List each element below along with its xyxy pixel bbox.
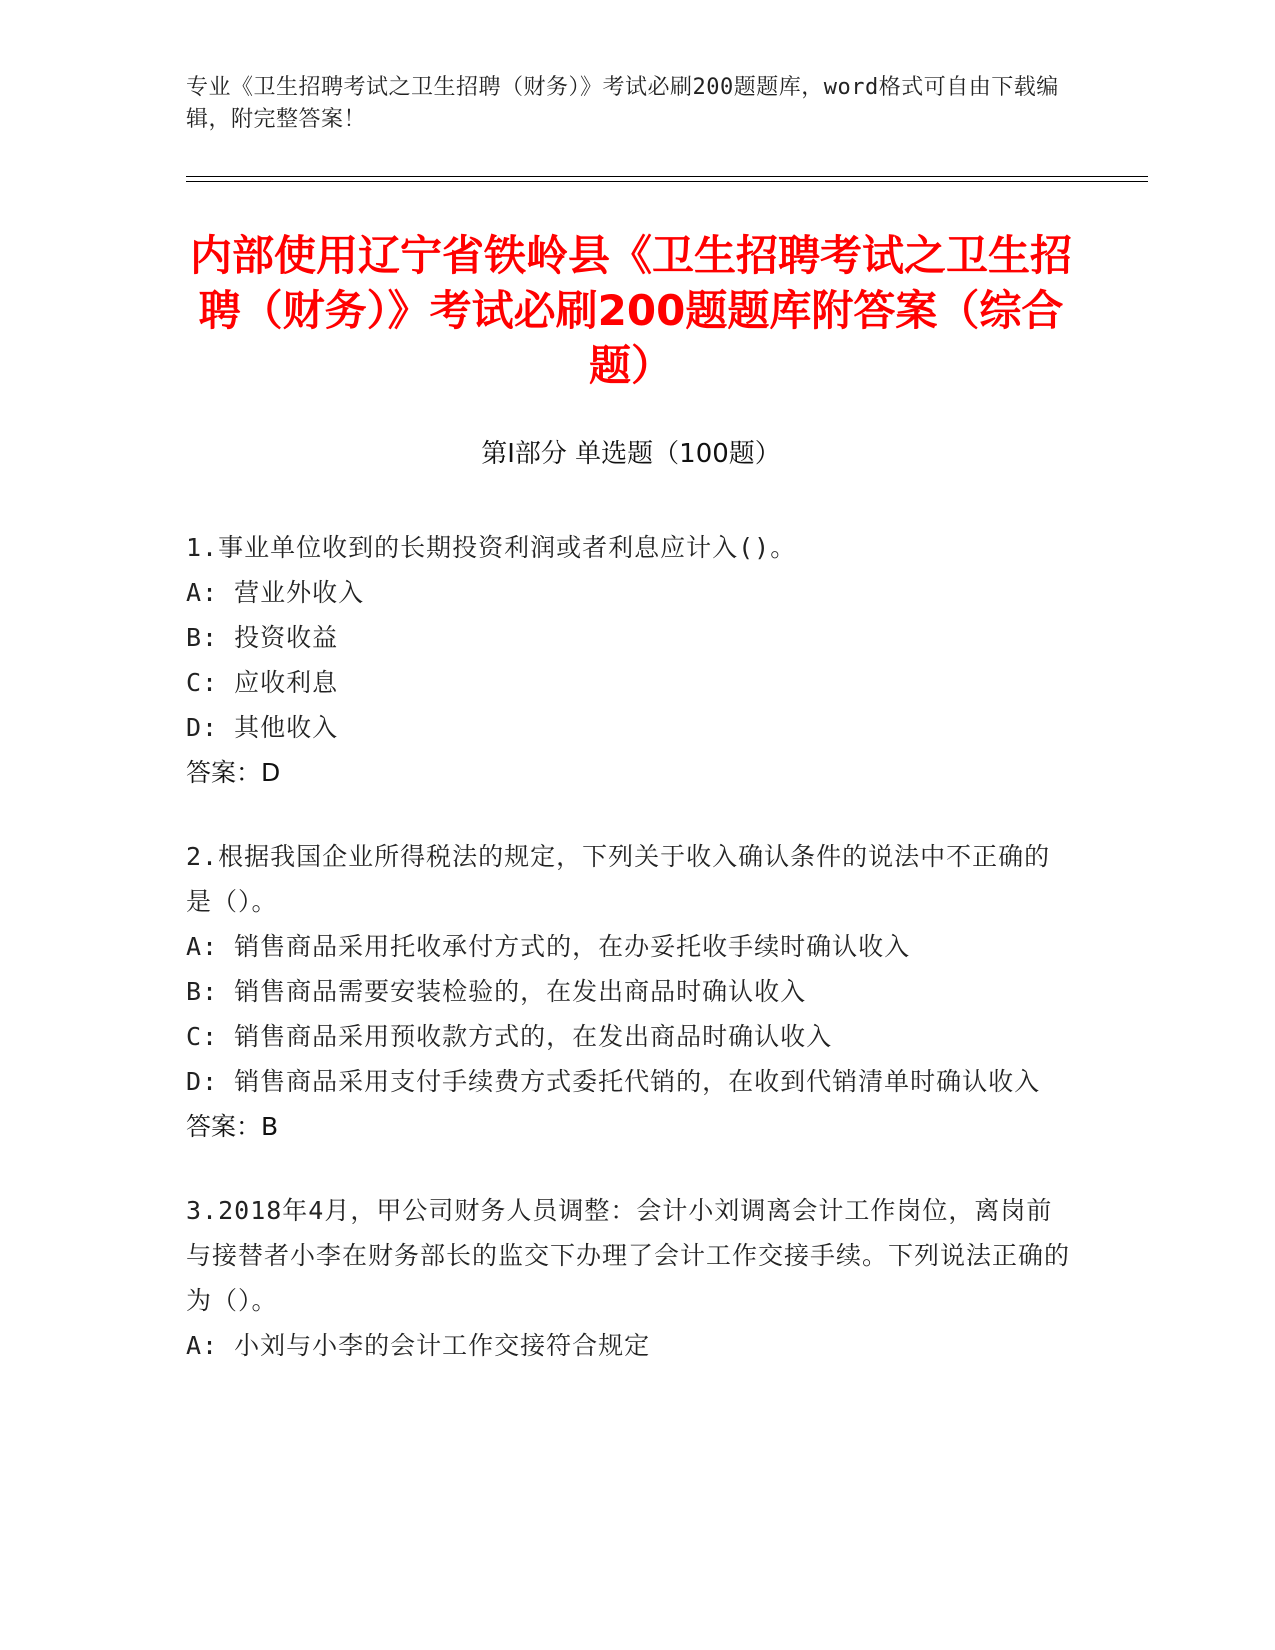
option-a: A: 销售商品采用托收承付方式的，在办妥托收手续时确认收入 [186, 932, 911, 961]
header-divider-top [186, 176, 1148, 177]
question-list [186, 525, 1076, 1407]
question-2 [186, 834, 1076, 1149]
option-b: B: 投资收益 [186, 623, 339, 652]
option-c: C: 销售商品采用预收款方式的，在发出商品时确认收入 [186, 1022, 833, 1051]
question-stem: 1.事业单位收到的长期投资利润或者利息应计入()。 [186, 533, 797, 562]
answer: 答案：B [186, 1112, 279, 1141]
option-c: C: 应收利息 [186, 668, 339, 697]
question-1 [186, 525, 1076, 795]
section-heading: 第Ⅰ部分 单选题（100题） [481, 439, 781, 469]
question-stem: 3.2018年4月，甲公司财务人员调整：会计小刘调离会计工作岗位，离岗前与接替者小李在财务部长的监交下办理了会计工作交接手续。下列说法正确的为（）。 [186, 1196, 1071, 1315]
option-a: A: 小刘与小李的会计工作交接符合规定 [186, 1331, 651, 1360]
answer: 答案：D [186, 758, 281, 787]
header-divider-bottom [186, 181, 1148, 182]
question-stem: 2.根据我国企业所得税法的规定，下列关于收入确认条件的说法中不正确的是（）。 [186, 842, 1051, 916]
option-a: A: 营业外收入 [186, 578, 365, 607]
question-3 [186, 1188, 1076, 1368]
document-title: 内部使用辽宁省铁岭县《卫生招聘考试之卫生招聘（财务）》考试必刷200题题库附答案（综合题） [189, 231, 1072, 390]
option-d: D: 其他收入 [186, 713, 339, 742]
option-b: B: 销售商品需要安装检验的，在发出商品时确认收入 [186, 977, 807, 1006]
option-d: D: 销售商品采用支付手续费方式委托代销的，在收到代销清单时确认收入 [186, 1067, 1041, 1096]
header-note: 专业《卫生招聘考试之卫生招聘（财务）》考试必刷200题题库，word格式可自由下载编辑，附完整答案！ [186, 75, 1059, 132]
